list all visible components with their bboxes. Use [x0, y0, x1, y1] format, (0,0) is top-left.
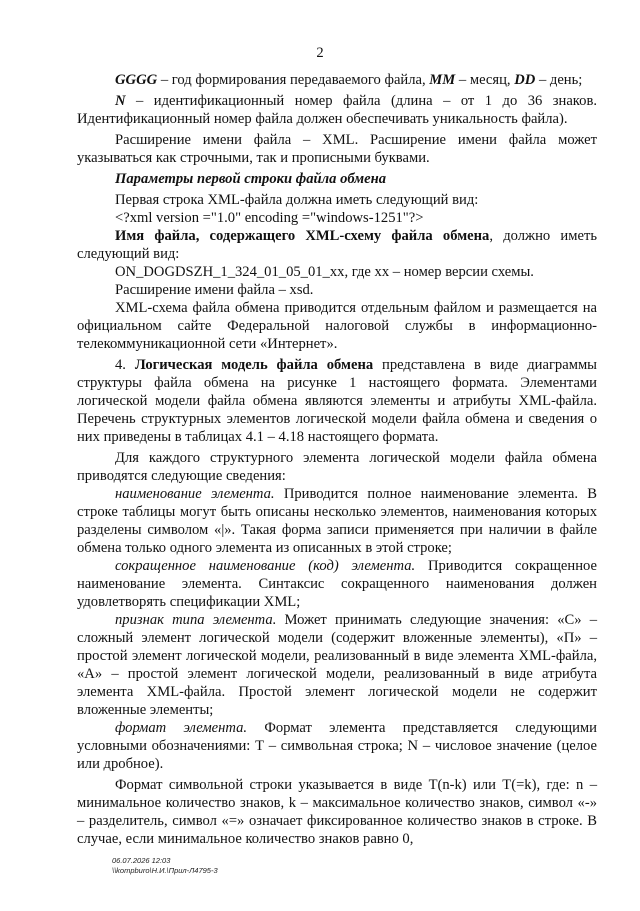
footer-timestamp: 06.07.2026 12:03: [112, 856, 171, 865]
term-element-type: признак типа элемента.: [115, 612, 277, 628]
text: – месяц,: [455, 72, 515, 88]
term-element-format: формат элемента.: [115, 720, 248, 736]
paragraph-element-name: [77, 485, 597, 557]
term-n: N: [115, 93, 126, 109]
paragraph-schema-name: [77, 227, 597, 263]
text: Формат элемента представляется следующими условными обозначениями: Т – символьная строка; N – числовое значение (целое или дробное).: [77, 720, 597, 772]
term-dd: DD: [514, 72, 536, 88]
text: , должно иметь следующий вид:: [77, 228, 597, 262]
text: Может принимать следующие значения: «С» – сложный элемент логической модели (содержит вложенные элементы), «П» – простой элемент логической модели, реализованный в виде элемента XML-файла, «А» – простой элемент логической модели, реализованный в виде атрибута элемента XML-файла. Простой элемент логической модели не содержит вложенные элементы;: [77, 612, 597, 718]
text: – день;: [535, 72, 583, 88]
term-gggg: GGGG: [115, 72, 158, 88]
text: представлена в виде диаграммы структуры файла обмена на рисунке 1 настоящего формата. Элементами логической модели файла обмена являются элементы и атрибуты XML-файла. Перечень структурных элементов логической модели файла обмена и сведения о них приведены в таблицах 4.1 – 4.18 настоящего формата.: [77, 357, 597, 445]
heading-first-line: Параметры первой строки файла обмена: [115, 171, 387, 187]
paragraph-element-type: [77, 611, 597, 719]
text: – год формирования передаваемого файла,: [157, 72, 430, 88]
paragraph-schema-publish: XML-схема файла обмена приводится отдельным файлом и размещается на официальном сайте Федеральной налоговой службы в информационно-телекоммуникационной сети «Интернет».: [77, 300, 597, 352]
paragraph-xml-declaration: <?xml version ="1.0" encoding ="windows-1251"?>: [115, 210, 424, 226]
schema-name-bold: Имя файла, содержащего XML-схему файла обмена: [115, 228, 490, 244]
term-mm: MM: [429, 72, 456, 88]
term-short-name: сокращенное наименование (код) элемента.: [115, 558, 416, 574]
text: Приводится сокращенное наименование элемента. Синтаксис сокращенного наименования должен удовлетворять спецификации XML;: [77, 558, 597, 610]
paragraph-logical-model: [77, 356, 597, 446]
footer-file-reference: \\kompburo\Н.И.\Прил-Л4795-3: [112, 866, 218, 875]
page-number: 2: [316, 45, 324, 61]
document-footer: [112, 856, 218, 876]
paragraph-first-line: Первая строка XML-файла должна иметь следующий вид:: [115, 192, 479, 208]
document-body: [77, 71, 597, 848]
logical-model-bold: Логическая модель файла обмена: [134, 357, 374, 373]
paragraph-date-fields: [77, 71, 597, 89]
term-element-name: наименование элемента.: [115, 486, 275, 502]
paragraph-short-name: [77, 557, 597, 611]
paragraph-extension: Расширение имени файла – XML. Расширение имени файла может указываться как строчными, так и прописными буквами.: [77, 132, 597, 166]
paragraph-element-format: [77, 719, 597, 773]
paragraph-schema-extension: Расширение имени файла – xsd.: [115, 282, 314, 298]
paragraph-file-id: [77, 92, 597, 128]
text: Приводится полное наименование элемента. В строке таблицы могут быть описаны несколько элементов, наименования которых разделены символом «|». Такая форма записи применяется при наличии в файле обмена только одного элемента из описанных в этой строке;: [77, 486, 597, 556]
paragraph-string-format: Формат символьной строки указывается в виде Т(n-k) или Т(=k), где: n – минимальное количество знаков, k – максимальное количество знаков, символ «-» – разделитель, символ «=» означает фиксированное количество знаков в строке. В случае, если минимальное количество знаков равно 0,: [77, 777, 597, 847]
paragraph-schema-filename: ON_DOGDSZH_1_324_01_05_01_xx, где xx – номер версии схемы.: [115, 264, 534, 280]
paragraph-element-info: Для каждого структурного элемента логической модели файла обмена приводятся следующие сведения:: [77, 450, 597, 484]
section-number: 4.: [115, 357, 135, 373]
text: – идентификационный номер файла (длина – от 1 до 36 знаков. Идентификационный номер файла должен обеспечивать уникальность файла).: [77, 93, 597, 127]
